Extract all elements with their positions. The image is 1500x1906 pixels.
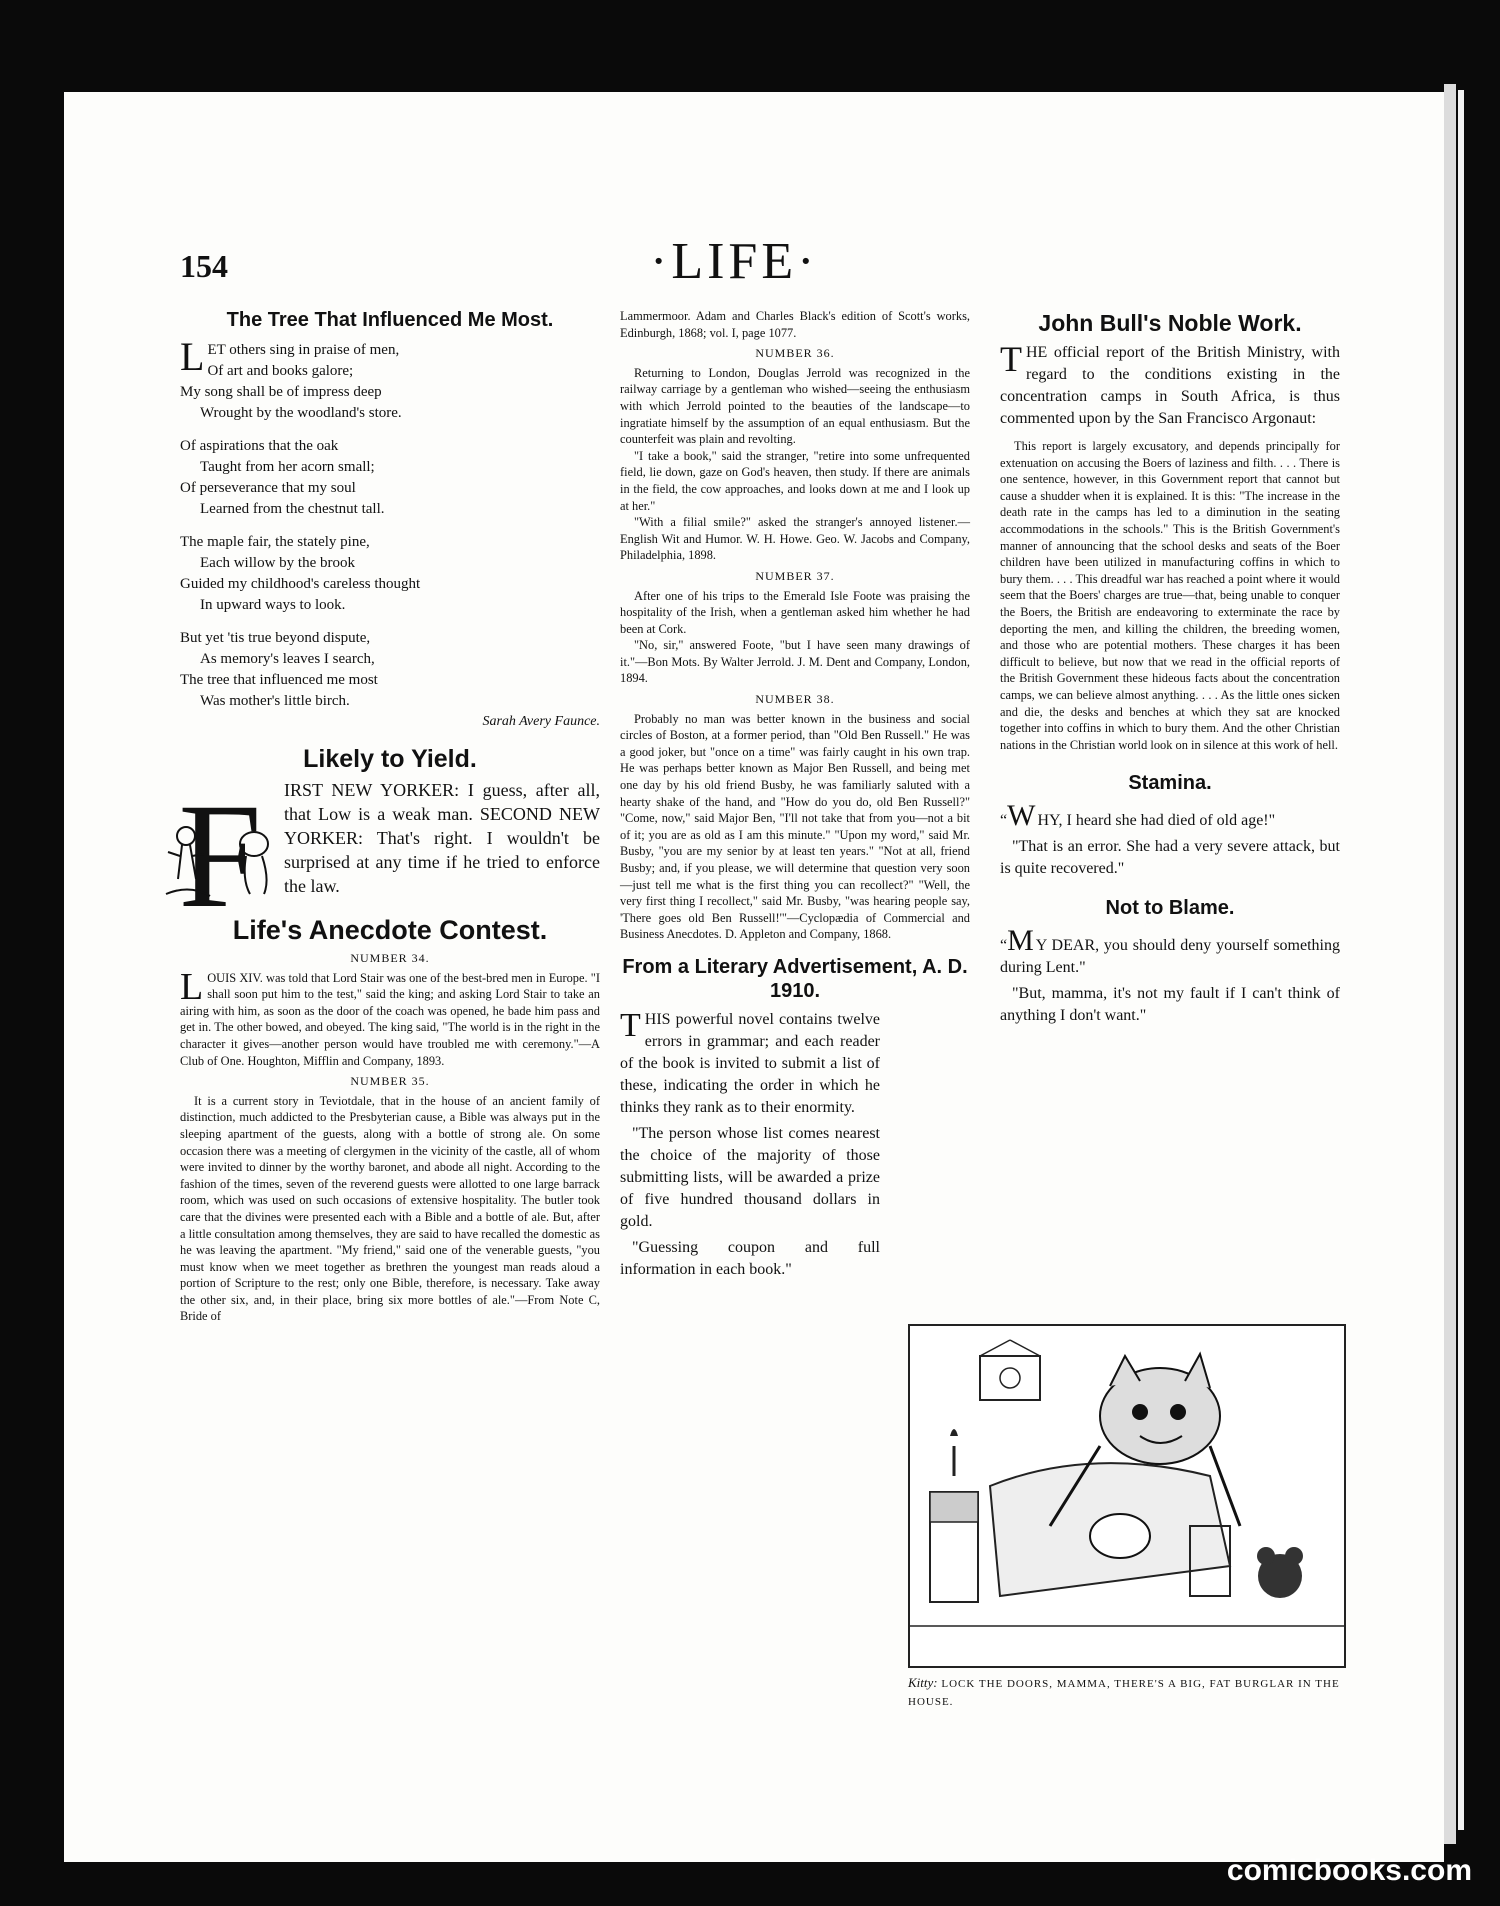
anecdote-37 bbox=[620, 568, 970, 687]
drop-cap: W bbox=[1007, 799, 1036, 833]
likely-body bbox=[178, 778, 600, 914]
poem-line: Wrought by the woodland's store. bbox=[200, 405, 402, 421]
quote-text: This report is largely excusatory, and depends principally for extenuation on accusing the Boers of laziness and filth. . . . There is one sentence, however, in this Government report that cannot but cause a shudder when it is explained. It is this: "The increase in the death rate in the camps has led to a diminution in the seating accommodations in the schools." This is the British Government's manner of announcing that the school desks and seats of the Boer children have been utilized in manufacturing coffins in which to bury them. . . . This dreadful war has reached a point where it would seem that the Boers' charges are true—that, being unable to conquer the Boers, the British are endeavoring to exterminate the race by deporting the men, and killing the children, the breeding women, and those who are potential mothers. These charges it has been difficult to believe, but now that we read in the official reports of the British Government these hideous facts about the concentration camps, we can believe almost anything. . . . As the little ones sicken and die, the desks and benches at which they sat are knocked together into coffins in which to bury them. And the other Christian nations in the Christian world look on in silence at this work of hell. bbox=[1000, 439, 1340, 752]
caption-text: LOCK THE DOORS, MAMMA, THERE'S A BIG, FAT BURGLAR IN THE HOUSE. bbox=[908, 1678, 1340, 1708]
stamina-text: "That is an error. She had a very severe attack, but is quite recovered." bbox=[1000, 838, 1340, 878]
anecdote-text: OUIS XIV. was told that Lord Stair was one of the best-bred men in Europe. "I shall soon put him to the test," said the king; and asking Lord Stair to take an airing with him, as soon as the door of the coach was opened, he bade him pass and get in. The other bowed, and obeyed. The king said, "The world is in the right in the character it gives—another person would have troubled me with ceremony."—A Club of One. Houghton, Mifflin and Company, 1893. bbox=[180, 970, 600, 1068]
anecdote-35-continued bbox=[620, 308, 970, 341]
column-left bbox=[180, 308, 600, 1325]
anecdote-text: Returning to London, Douglas Jerrold was recognized in the railway carriage by a gentleman who wished—seeing the enthusiasm with which Jerrold pointed to the beauties of the landscape—to ingratiate himself by the assumption of an equal enthusiasm. But the counterfeit was plain and revolting. bbox=[620, 365, 970, 447]
cartoon-illustration bbox=[908, 1324, 1346, 1668]
not-to-blame-title: Not to Blame. bbox=[1105, 897, 1235, 920]
next-page-edge bbox=[1458, 90, 1464, 1830]
poem-line: The tree that influenced me most bbox=[180, 672, 378, 688]
number-label: NUMBER 37. bbox=[755, 568, 835, 583]
poem-line: Each willow by the brook bbox=[200, 555, 355, 571]
anecdote-text: Lammermoor. Adam and Charles Black's edition of Scott's works, Edinburgh, 1868; vol. I, page 1077. bbox=[620, 309, 970, 340]
poem-title: The Tree That Influenced Me Most. bbox=[226, 309, 554, 331]
anecdote-34 bbox=[180, 950, 600, 1069]
stamina-body: “W HY, I heard she had died of old age!" "That is an error. She had a very severe attack, but is quite recovered." bbox=[1000, 801, 1340, 880]
anecdote-text: "With a filial smile?" asked the stranger's annoyed listener.—English Wit and Humor. W. H. Howe. Geo. W. Jacobs and Company, Philadelphia, 1898. bbox=[620, 515, 970, 563]
poem-line: My song shall be of impress deep bbox=[180, 384, 382, 400]
literary-text: "The person whose list comes nearest the choice of the majority of those submitting lists, will be awarded a prize of five hundred thousand dollars in gold. bbox=[620, 1124, 880, 1230]
likely-title: Likely to Yield. bbox=[303, 745, 477, 773]
anecdote-38 bbox=[620, 691, 970, 943]
column-right bbox=[1000, 308, 1340, 1027]
anecdote-36 bbox=[620, 345, 970, 564]
caption-speaker: Kitty: bbox=[908, 1675, 938, 1690]
masthead: ·LIFE· bbox=[650, 233, 819, 290]
cartoon-caption bbox=[908, 1674, 1342, 1711]
poem-line: Guided my childhood's careless thought bbox=[180, 576, 421, 592]
number-label: NUMBER 36. bbox=[755, 346, 835, 361]
drop-cap: M bbox=[1007, 924, 1034, 958]
literary-body bbox=[620, 1006, 880, 1281]
poem-line: Taught from her acorn small; bbox=[200, 459, 375, 475]
poem-line: Of perseverance that my soul bbox=[180, 480, 356, 496]
john-bull-title: John Bull's Noble Work. bbox=[1038, 310, 1302, 336]
poem-author: Sarah Avery Faunce. bbox=[482, 714, 600, 729]
poem-stanza bbox=[180, 436, 600, 520]
number-label: NUMBER 34. bbox=[350, 951, 430, 965]
page-number: 154 bbox=[180, 248, 228, 284]
stamina-text: HY, I heard she had died of old age!" bbox=[1037, 812, 1276, 830]
cartoon-drawing bbox=[910, 1326, 1344, 1666]
literary-title: From a Literary Advertisement, A. D. 1910. bbox=[622, 955, 968, 1002]
not-to-blame-text: "But, mamma, it's not my fault if I can't think of anything I don't want." bbox=[1000, 985, 1340, 1025]
site-watermark: comicbooks.com bbox=[1226, 1854, 1472, 1887]
stamina-title: Stamina. bbox=[1128, 772, 1212, 795]
poem-line: Of art and books galore; bbox=[207, 363, 354, 379]
column-middle bbox=[620, 308, 970, 1281]
number-label: NUMBER 38. bbox=[755, 692, 835, 707]
drop-cap: T bbox=[620, 1006, 641, 1044]
number-label: NUMBER 35. bbox=[350, 1074, 430, 1089]
not-to-blame-body: “M Y DEAR, you should deny yourself something during Lent." "But, mamma, it's not my fault if I can't think of anything I don't want." bbox=[1000, 926, 1340, 1027]
contest-title: Life's Anecdote Contest. bbox=[232, 915, 548, 945]
poem-body bbox=[180, 334, 600, 712]
poem-line: Learned from the chestnut tall. bbox=[200, 501, 385, 517]
literary-text: "Guessing coupon and full information in each book." bbox=[620, 1238, 880, 1278]
anecdote-35 bbox=[180, 1073, 600, 1325]
literary-text: HIS powerful novel contains twelve errors in grammar; and each reader of the book is invited to submit a list of these, indicating the order in which he thinks they rank as to their enormity. bbox=[620, 1010, 880, 1116]
anecdote-text: After one of his trips to the Emerald Isle Foote was praising the hospitality of the Irish, when a gentleman asked him whether he had been at Cork. bbox=[620, 588, 970, 636]
poem-line: As memory's leaves I search, bbox=[200, 651, 375, 667]
anecdote-text: "No, sir," answered Foote, "but I have seen many drawings of it."—Bon Mots. By Walter Jerrold. J. M. Dent and Company, London, 1894. bbox=[620, 638, 970, 686]
poem-line: Of aspirations that the oak bbox=[180, 438, 339, 454]
drop-cap: L bbox=[180, 334, 205, 379]
drop-cap: T bbox=[1000, 339, 1022, 379]
john-bull-intro bbox=[1000, 339, 1340, 430]
poem-line: Was mother's little birch. bbox=[200, 693, 350, 709]
likely-text: IRST NEW YORKER: I guess, after all, that Low is a weak man. SECOND NEW YORKER: That's right. I wouldn't be surprised at any time if he tried to enforce the law. bbox=[284, 780, 600, 896]
anecdote-text: "I take a book," said the stranger, "retire into some unfrequented field, lie down, gaze on God's heaven, then study. If there are animals in the field, the cow approaches, and looks down at me and I look up at her." bbox=[620, 448, 970, 513]
poem-line: But yet 'tis true beyond dispute, bbox=[180, 630, 371, 646]
cat-dog-illustration bbox=[160, 784, 278, 914]
poem-stanza bbox=[180, 532, 600, 616]
poem-stanza bbox=[180, 334, 600, 424]
anecdote-text: It is a current story in Teviotdale, that in the house of an ancient family of distinction, much addicted to the Presbyterian cause, a Bible was always put in the sleeping apartment of the guests, along with a bottle of strong ale. On some occasion there was a meeting of clergymen in the vicinity of the castle, all of whom were invited to dinner by the worthy baronet, and abode all night. According to the fashion of the times, seven of the reverend guests were allotted to one large barrack room, which was used on such occasions of extensive hospitality. The butler took care that the divines were presented each with a Bible and a bottle of ale. But, after a little consultation among themselves, they are said to have recalled the domestic as he was leaving the apartment. "My friend," said one of the venerable guests, "you must know when we meet together as brethren the youngest man reads aloud a portion of Scripture to the rest; only one Bible, therefore, is necessary. Take away the other six, and, in their place, bring six more bottles of ale."—From Note C, Bride of bbox=[180, 1093, 600, 1324]
anecdote-text: Probably no man was better known in the business and social circles of Boston, at a former period, than "Old Ben Russell." He was a good joker, but "once on a time" was fairly caught in his own trap. He was perhaps better known as Major Ben Russell, and being met one day by his old friend Busby, he was familiarly saluted with a hearty shake of the hand, and "How do you do, old Ben Russell?" "Come, now," said Major Ben, "I'll not take that from you—not a bit of it; you are as old as I am this minute." "Upon my word," said Mr. Busby, "you are my senior by at least ten years." "Not at all, friend Busby; and, if you please, we will determine that question very soon—just tell me what is the first thing you can recollect?" "Well, the very first thing I recollect," said Mr. Busby, "was hearing people say, 'There goes old Ben Russell!'"—Cyclopædia of Commercial and Business Anecdotes. D. Appleton and Company, 1868. bbox=[620, 711, 970, 942]
intro-text: HE official report of the British Ministry, with regard to the conditions existing in the concentration camps in South Africa, is thus commented upon by the San Francisco Argonaut: bbox=[1000, 344, 1340, 427]
drop-cap: L bbox=[180, 965, 204, 1008]
page-gutter bbox=[1444, 84, 1456, 1844]
poem-line: In upward ways to look. bbox=[200, 597, 346, 613]
poem-line: ET others sing in praise of men, bbox=[207, 342, 400, 358]
not-to-blame-text: Y DEAR, you should deny yourself something during Lent." bbox=[1000, 937, 1340, 977]
john-bull-quote bbox=[1000, 438, 1340, 753]
poem-stanza bbox=[180, 628, 600, 712]
drop-cap: F bbox=[178, 784, 262, 914]
poem-line: The maple fair, the stately pine, bbox=[180, 534, 370, 550]
